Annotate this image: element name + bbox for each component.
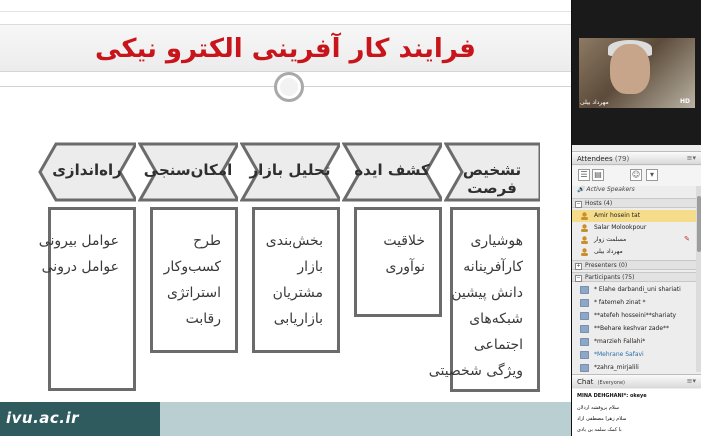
- attendees-toolbar: [572, 166, 701, 193]
- step-item: بازار: [297, 259, 323, 275]
- host-user-icon: [580, 248, 589, 256]
- chat-title: Chat: [577, 378, 594, 386]
- status-icon[interactable]: ☺: [631, 170, 641, 179]
- participant-user-icon: [580, 312, 589, 320]
- host-row[interactable]: [572, 246, 696, 258]
- step-arrow-launch: [38, 142, 136, 202]
- speaker-icon: 🔊: [577, 186, 585, 193]
- university-logo: ivu.ac.ir: [6, 409, 80, 427]
- step-item: نوآوری: [385, 259, 425, 275]
- grid-view-icon[interactable]: ▤: [592, 169, 604, 181]
- status-dropdown-icon[interactable]: ▾: [646, 169, 658, 181]
- webcam-person: [610, 44, 650, 94]
- step-item: هوشیاری: [470, 233, 523, 249]
- process-steps: [38, 142, 542, 392]
- hosts-label: Hosts (4): [585, 200, 613, 207]
- step-item: کارآفرینانه: [463, 259, 523, 275]
- step-box-launch: [38, 207, 136, 391]
- step-item: عوامل درونی: [41, 259, 119, 275]
- participant-row[interactable]: [572, 323, 696, 335]
- step-item: طرح: [193, 233, 221, 249]
- step-item: استراتژی: [166, 285, 221, 301]
- step-label: تحلیل بازار: [249, 161, 331, 179]
- step-item: کسب‌وکار: [163, 259, 221, 275]
- step-label: تشخیص فرصت: [462, 161, 522, 197]
- participant-row[interactable]: [572, 362, 696, 374]
- participant-user-icon: [580, 351, 589, 359]
- host-name: مهرداد بیلی: [594, 248, 623, 255]
- participants-section[interactable]: [572, 272, 696, 282]
- host-user-icon: [580, 224, 589, 232]
- step-item: عوامل بیرونی: [38, 233, 119, 249]
- host-name: مسلمت زوار: [594, 236, 627, 243]
- side-panel: [571, 0, 701, 436]
- step-label: امکان‌سنجی: [143, 161, 233, 179]
- step-item: ویژگی شخصیتی: [428, 363, 523, 379]
- participant-row[interactable]: [572, 297, 696, 309]
- host-row[interactable]: [572, 222, 696, 234]
- attendees-count: (79): [614, 155, 630, 163]
- step-item: اجتماعی: [473, 337, 523, 353]
- collapse-icon[interactable]: −: [576, 201, 581, 207]
- participants-label: Participants (75): [585, 274, 635, 281]
- chat-message: با کمک سلمه بن یادی: [577, 427, 622, 433]
- step-item: رقابت: [185, 311, 221, 327]
- active-speakers-text: Active Speakers: [586, 186, 635, 193]
- host-user-icon: [580, 212, 589, 220]
- hosts-section[interactable]: [572, 198, 696, 208]
- step-item: خلاقیت: [383, 233, 425, 249]
- chat-menu-icon[interactable]: ≡▾: [686, 377, 696, 385]
- participant-name: *zahra_mirjalili: [594, 364, 639, 371]
- step-items: [357, 210, 439, 280]
- step-arrow-opportunity: [444, 142, 540, 202]
- host-row[interactable]: [572, 210, 696, 222]
- collapse-icon[interactable]: −: [576, 275, 581, 281]
- step-item: بازاریابی: [273, 311, 323, 327]
- host-name: Salar Molookpour: [594, 224, 647, 231]
- participant-name: **atefeh hosseini**shariaty: [594, 312, 677, 319]
- expand-icon[interactable]: +: [576, 263, 581, 269]
- chat-header: [572, 374, 701, 388]
- participant-name: * fatemeh zinat *: [594, 299, 646, 306]
- presenter-pen-icon: ✎: [684, 235, 690, 243]
- step-arrow-idea: [342, 142, 442, 202]
- participant-name: * Elahe darbandi_uni shariati: [594, 286, 681, 293]
- slide-title: فرایند کار آفرینی الکترو نیکی: [95, 34, 476, 64]
- step-box-idea: [354, 207, 442, 317]
- step-label: راه‌اندازی: [52, 161, 122, 179]
- step-box-feasibility: [150, 207, 238, 353]
- step-items: [38, 210, 133, 280]
- scrollbar-thumb[interactable]: [697, 196, 701, 252]
- step-items: [428, 210, 537, 384]
- hd-badge: HD: [680, 98, 691, 105]
- list-view-icon[interactable]: ☰: [578, 169, 590, 181]
- presenters-label: Presenters (0): [585, 262, 628, 269]
- step-label: کشف ایده: [354, 161, 430, 179]
- step-arrow-feasibility: [138, 142, 238, 202]
- participant-row[interactable]: [572, 336, 696, 348]
- participant-name: **Behare keshvar zade**: [594, 325, 670, 332]
- step-item: بخش‌بندی: [265, 233, 323, 249]
- step-item: دانش پیشین: [451, 285, 523, 301]
- chat-message: سلام زهرا مصطفی ازاد: [577, 416, 627, 422]
- attendees-title: Attendees: [577, 155, 613, 163]
- participant-user-icon: [580, 364, 589, 372]
- attendees-scrollbar[interactable]: [696, 186, 701, 372]
- chat-scope: (Everyone): [597, 380, 626, 386]
- participant-user-icon: [580, 325, 589, 333]
- step-items: [255, 210, 337, 332]
- attendees-header: [572, 151, 701, 165]
- presenters-section[interactable]: [572, 260, 696, 270]
- participant-user-icon: [580, 338, 589, 346]
- participant-row[interactable]: [572, 284, 696, 296]
- title-ornament-circle: [274, 72, 304, 102]
- slide-top-strip: [0, 0, 571, 12]
- host-user-icon: [580, 236, 589, 244]
- chat-messages: [572, 389, 701, 436]
- participant-user-icon: [580, 299, 589, 307]
- step-arrow-market: [240, 142, 340, 202]
- pod-menu-icon[interactable]: ≡▾: [686, 154, 696, 162]
- step-box-market: [252, 207, 340, 353]
- webcam-name: مهرداد بیلی: [580, 99, 609, 106]
- participant-name: *marzieh Fallahi*: [594, 338, 646, 345]
- host-row[interactable]: [572, 234, 696, 246]
- step-box-opportunity: [428, 207, 540, 392]
- participant-user-icon: [580, 286, 589, 294]
- step-items: [153, 210, 235, 332]
- webcam-video-pod: [572, 0, 701, 145]
- chat-message: سلام پروفشه اردلان: [577, 405, 620, 411]
- host-name: Amir hosein tat: [594, 212, 641, 219]
- step-item: مشتریان: [272, 285, 323, 301]
- participant-row[interactable]: [572, 310, 696, 322]
- step-item: شبکه‌های: [469, 311, 523, 327]
- active-speakers-label: [577, 186, 635, 193]
- participant-name: *Mehrane Safavi: [594, 351, 644, 358]
- participant-row[interactable]: [572, 349, 696, 361]
- chat-message: MINA DEHGHANI*: okeye: [577, 393, 647, 399]
